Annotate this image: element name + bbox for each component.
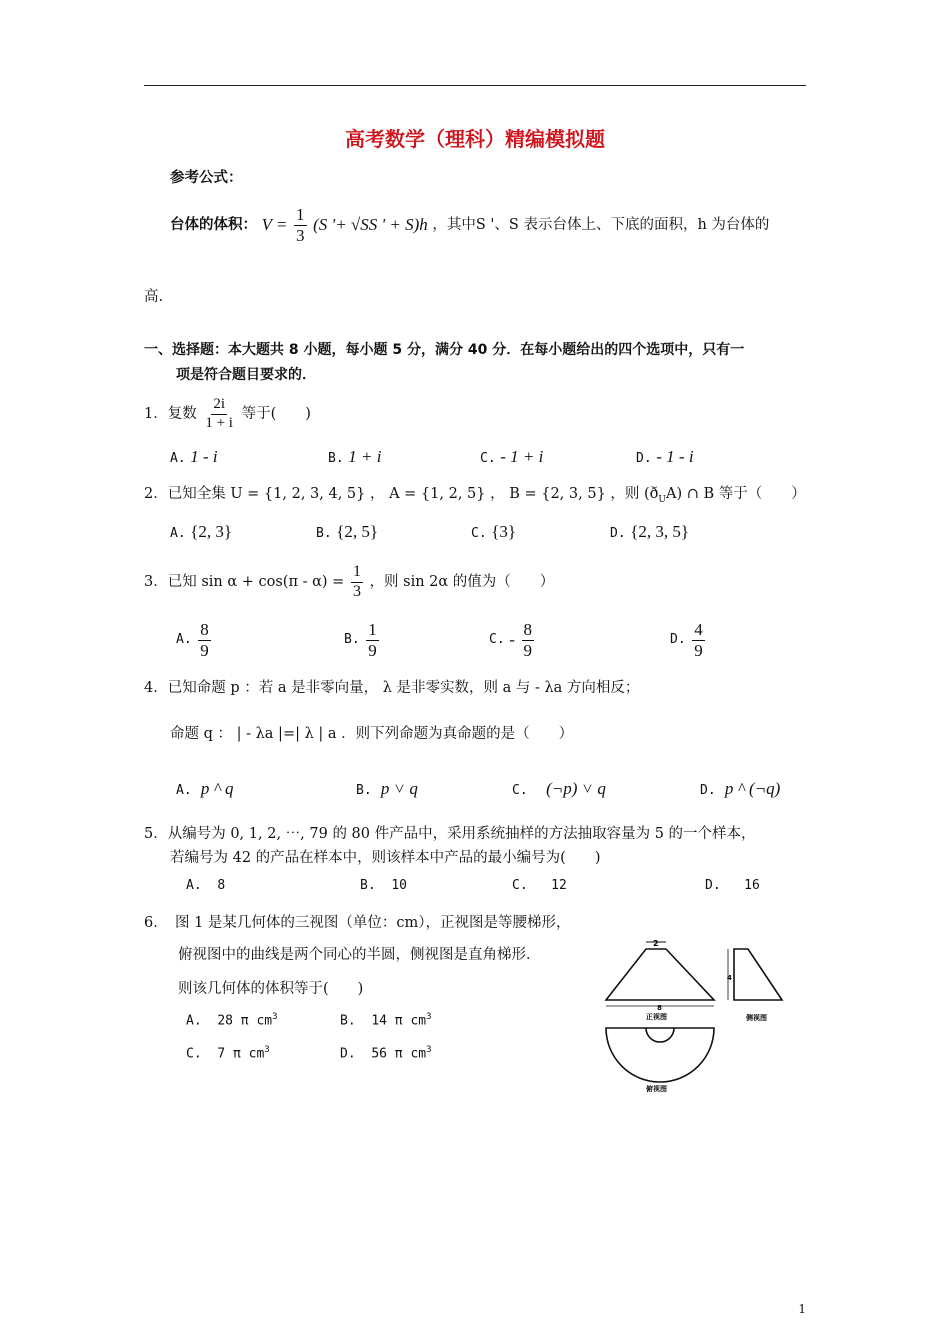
side-view-label: 侧视图 <box>746 1014 767 1022</box>
top-dimension-label: 2 <box>653 939 659 948</box>
q1-option-d: D. - 1 - i <box>636 447 694 466</box>
q1-option-b: B. 1 + i <box>328 447 382 466</box>
q1-frac-num: 2i <box>211 396 227 414</box>
section-heading-continued: 项是符合题目要求的． <box>176 367 316 383</box>
q3-stem-pre: 3．已知 sin α + cos(π - α) = <box>144 574 345 590</box>
front-trapezoid <box>606 949 714 1000</box>
formula-fraction <box>294 205 307 245</box>
side-trapezoid <box>734 949 782 1000</box>
formula-note-continued: 高. <box>144 289 164 305</box>
q3-option-c: C. - $\frac{8}{9}$ <box>489 619 533 660</box>
formula-frac-num: 1 <box>296 204 305 224</box>
formula-rhs: (S '+ √SS ' + S)h <box>313 215 428 234</box>
question-6-line-3: 则该几何体的体积等于( ) <box>178 981 364 997</box>
formula-row <box>170 203 769 247</box>
q4-option-c: C. (¬p) ˅ q <box>512 779 606 798</box>
q2-stem-sub: U <box>658 494 666 505</box>
q5-option-b: B. 10 <box>360 878 407 893</box>
front-view-label: 正视图 <box>646 1013 667 1021</box>
page-number: 1 <box>798 1302 806 1316</box>
front-view <box>606 939 714 1021</box>
question-6-line-2: 俯视图中的曲线是两个同心的半圆，侧视图是直角梯形． <box>178 947 541 963</box>
outer-semicircle <box>606 1028 714 1082</box>
page-title: 高考数学（理科）精编模拟题 <box>345 127 605 151</box>
q3-frac-den: 3 <box>352 582 361 600</box>
q4-option-b: B. p ˅ q <box>356 779 418 798</box>
top-view <box>606 1028 714 1093</box>
three-view-figure <box>600 936 790 1096</box>
q1-frac-den: 1 + i <box>205 414 233 431</box>
q2-option-b: B. {2, 5} <box>316 522 379 541</box>
q2-option-c: C. {3} <box>471 522 517 541</box>
q1-stem-pre: 1．复数 <box>144 406 197 422</box>
q4-option-a: A. p ^ q <box>176 779 234 798</box>
q3-option-d: D. $\frac{4}{9}$ <box>670 619 703 660</box>
q1-option-a: A. 1 - i <box>170 447 218 466</box>
bottom-dimension-label: 8 <box>657 1004 662 1012</box>
q3-option-b: B. $\frac{1}{9}$ <box>344 619 377 660</box>
header-rule <box>144 85 806 86</box>
question-1-stem <box>144 392 311 436</box>
reference-label: 参考公式： <box>170 170 243 186</box>
formula-lhs: V = <box>261 215 288 234</box>
question-3-stem <box>144 560 554 604</box>
q2-stem-end: A) ∩ B 等于（ ） <box>666 486 806 502</box>
q1-option-c: C. - 1 + i <box>480 447 544 466</box>
q4-option-d: D. p ^ (¬q) <box>700 779 781 798</box>
question-5-line-2: 若编号为 42 的产品在样本中，则该样本中产品的最小编号为( ) <box>170 850 601 866</box>
q5-option-c: C. 12 <box>512 878 567 893</box>
q3-stem-post: ，则 sin 2α 的值为（ ） <box>369 574 555 590</box>
volume-label: 台体的体积： <box>170 217 257 233</box>
formula-note: ，其中S '、S 表示台体上、下底的面积，h 为台体的 <box>432 217 770 233</box>
q5-option-d: D. 16 <box>705 878 760 893</box>
top-view-label: 俯视图 <box>646 1085 667 1093</box>
q3-fraction <box>351 563 363 601</box>
q3-frac-num: 1 <box>351 563 363 582</box>
q1-fraction <box>203 396 235 432</box>
q6-option-c: C. 7 π $cm^3$ <box>186 1045 270 1062</box>
q2-option-d: D. {2, 3, 5} <box>610 522 690 541</box>
q6-option-a: A. 28 π $cm^3$ <box>186 1012 278 1029</box>
q2-option-a: A. {2, 3} <box>170 522 233 541</box>
q6-option-b: B. 14 π $cm^3$ <box>340 1012 432 1029</box>
question-2-stem <box>144 482 806 505</box>
section-heading: 一、选择题：本大题共 8 小题，每小题 5 分，满分 40 分．在每小题给出的四个选项中，只有一 <box>144 342 745 358</box>
question-6-line-1: 6． 图 1 是某几何体的三视图（单位：cm），正视图是等腰梯形， <box>144 915 571 931</box>
q1-stem-post: 等于( ) <box>241 406 311 422</box>
question-5-line-1: 5．从编号为 0, 1, 2, ⋯, 79 的 80 件产品中，采用系统抽样的方法抽取容量为 5 的一个样本， <box>144 826 756 842</box>
question-4-line-1: 4．已知命题 p ：若 a 是非零向量， λ 是非零实数，则 a 与 - λa 方向相反； <box>144 680 640 696</box>
q2-stem: 2．已知全集 U = {1, 2, 3, 4, 5} ， A = {1, 2, 5} ， B = {2, 3, 5} ，则 (ð <box>144 486 659 502</box>
q3-option-a: A. $\frac{8}{9}$ <box>176 619 209 660</box>
q5-option-a: A. 8 <box>186 878 226 893</box>
question-4-line-2: 命题 q ： | - λa |=| λ | a ．则下列命题为真命题的是（ ） <box>170 726 574 742</box>
inner-semicircle <box>646 1028 674 1042</box>
side-view <box>727 949 782 1022</box>
q6-option-d: D. 56 π $cm^3$ <box>340 1045 432 1062</box>
formula-frac-den: 3 <box>296 225 305 245</box>
side-dimension-label: 4 <box>727 974 732 982</box>
